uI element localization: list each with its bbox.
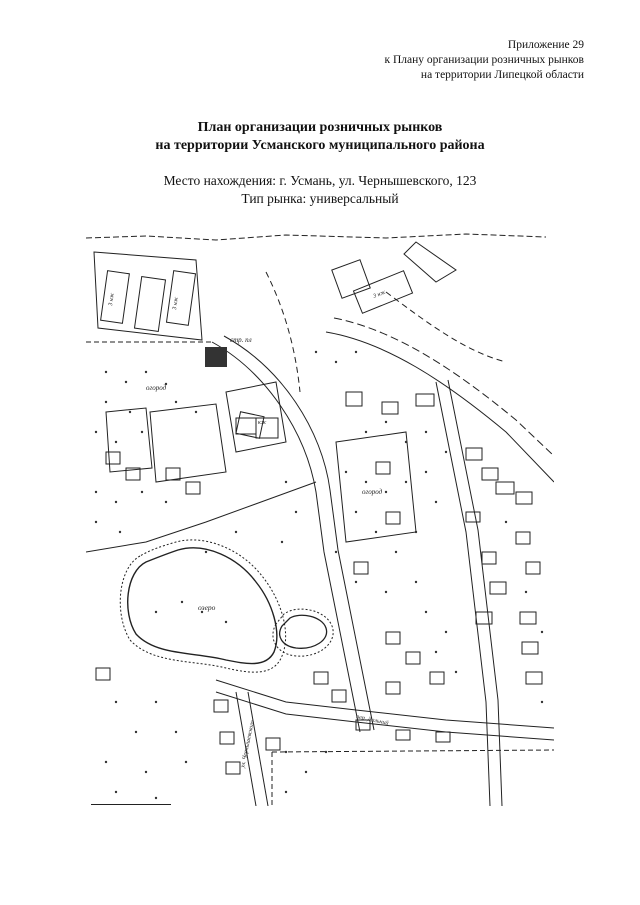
- map-label-garden-center: огород: [362, 488, 383, 496]
- map-label-garden-left: огород: [146, 384, 167, 392]
- market-location: Место нахождения: г. Усмань, ул. Чернышевского, 123: [163, 173, 477, 188]
- footer-rule: [91, 804, 171, 805]
- map-linework: [86, 234, 554, 806]
- map-label-bldg-kzh: кж: [258, 420, 267, 426]
- market-info: [0, 172, 640, 208]
- appendix-region: на территории Липецкой области: [420, 69, 584, 81]
- map-label-lake: озеро: [198, 603, 216, 612]
- page-title-line2: на территории Усманского муниципального района: [155, 138, 485, 153]
- site-map: [86, 232, 554, 806]
- page-title: [0, 119, 640, 155]
- map-label-construction-site: стр. пл: [230, 336, 252, 344]
- market-marker: [205, 347, 227, 367]
- appendix-plan-ref: к Плану организации розничных рынков: [384, 54, 584, 66]
- appendix-header: [385, 38, 584, 83]
- map-label-bldg-3nzh-b: 3 нж: [172, 296, 180, 311]
- map-label-bldg-3nzh-c: 3 нж: [372, 289, 387, 300]
- map-label-street-chernyshevskogo: ул. Чернышевского: [240, 719, 256, 769]
- market-type: Тип рынка: универсальный: [241, 191, 399, 206]
- page-title-line1: План организации розничных рынков: [197, 120, 443, 135]
- map-label-bldg-3nzh-a: 3 нж: [108, 292, 116, 307]
- map-label-street-dalny: пер. Дальний: [355, 714, 389, 727]
- map-dots: [95, 351, 543, 799]
- appendix-number: Приложение 29: [507, 39, 584, 51]
